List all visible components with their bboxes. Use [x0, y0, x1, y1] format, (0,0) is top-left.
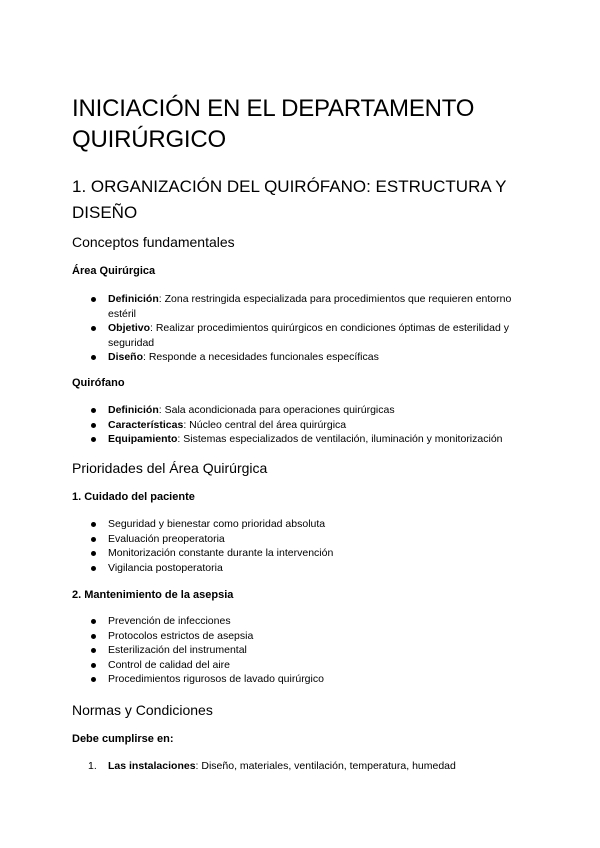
term-description: : Zona restringida especializada para procedimientos que requieren entorno estéril: [108, 293, 512, 320]
list-item: Evaluación preoperatoria: [72, 532, 532, 547]
heading-prioridades: Prioridades del Área Quirúrgica: [72, 460, 268, 476]
list-number: 1.: [88, 760, 97, 772]
list-item: [72, 292, 532, 321]
term-description: : Diseño, materiales, ventilación, temperatura, humedad: [195, 760, 456, 772]
list-item: Control de calidad del aire: [72, 658, 532, 673]
term-description: : Realizar procedimientos quirúrgicos en condiciones óptimas de esterilidad y seguridad: [108, 322, 509, 349]
term-label: Diseño: [108, 351, 144, 363]
heading-conceptos-fundamentales: Conceptos fundamentales: [72, 234, 235, 250]
list-item: [72, 321, 532, 350]
list-item: Seguridad y bienestar como prioridad absoluta: [72, 517, 532, 532]
heading-area-quirurgica: Área Quirúrgica: [72, 265, 156, 277]
term-label: Las instalaciones: [108, 760, 196, 772]
term-label: Equipamiento: [108, 433, 178, 445]
list-item: Prevención de infecciones: [72, 614, 532, 629]
section-heading-organizacion: 1. ORGANIZACIÓN DEL QUIRÓFANO: ESTRUCTURA Y DISEÑO: [72, 177, 507, 222]
heading-mantenimiento-asepsia: 2. Mantenimiento de la asepsia: [72, 589, 234, 601]
term-description: : Responde a necesidades funcionales específicas: [143, 351, 379, 363]
term-label: Objetivo: [108, 322, 151, 334]
term-description: : Núcleo central del área quirúrgica: [183, 418, 347, 431]
heading-quirofano: Quirófano: [72, 377, 125, 389]
list-area-quirurgica: [72, 292, 532, 365]
heading-cuidado-paciente: 1. Cuidado del paciente: [72, 491, 195, 503]
heading-normas-condiciones: Normas y Condiciones: [72, 702, 213, 718]
list-normas: [72, 759, 532, 774]
list-item: [72, 350, 532, 365]
list-mantenimiento-asepsia: [72, 614, 532, 687]
term-description: : Sala acondicionada para operaciones quirúrgicas: [158, 404, 395, 416]
term-label: Características: [108, 418, 184, 431]
list-item: [72, 432, 532, 447]
list-quirofano: [72, 403, 532, 447]
term-description: : Sistemas especializados de ventilación, iluminación y monitorización: [177, 433, 503, 445]
term-label: Definición: [108, 404, 159, 416]
list-item: [72, 418, 532, 433]
list-item: Protocolos estrictos de asepsia: [72, 629, 532, 644]
list-item: [72, 403, 532, 418]
term-label: Definición: [108, 293, 159, 305]
list-item: Vigilancia postoperatoria: [72, 561, 532, 576]
list-item: Procedimientos rigurosos de lavado quirúrgico: [72, 672, 532, 687]
page-title: INICIACIÓN EN EL DEPARTAMENTO QUIRÚRGICO: [72, 95, 475, 153]
heading-debe-cumplirse: Debe cumplirse en:: [72, 733, 174, 745]
list-item: Monitorización constante durante la intervención: [72, 546, 532, 561]
list-item: Esterilización del instrumental: [72, 643, 532, 658]
list-item: [72, 759, 532, 774]
list-cuidado-paciente: [72, 517, 532, 575]
